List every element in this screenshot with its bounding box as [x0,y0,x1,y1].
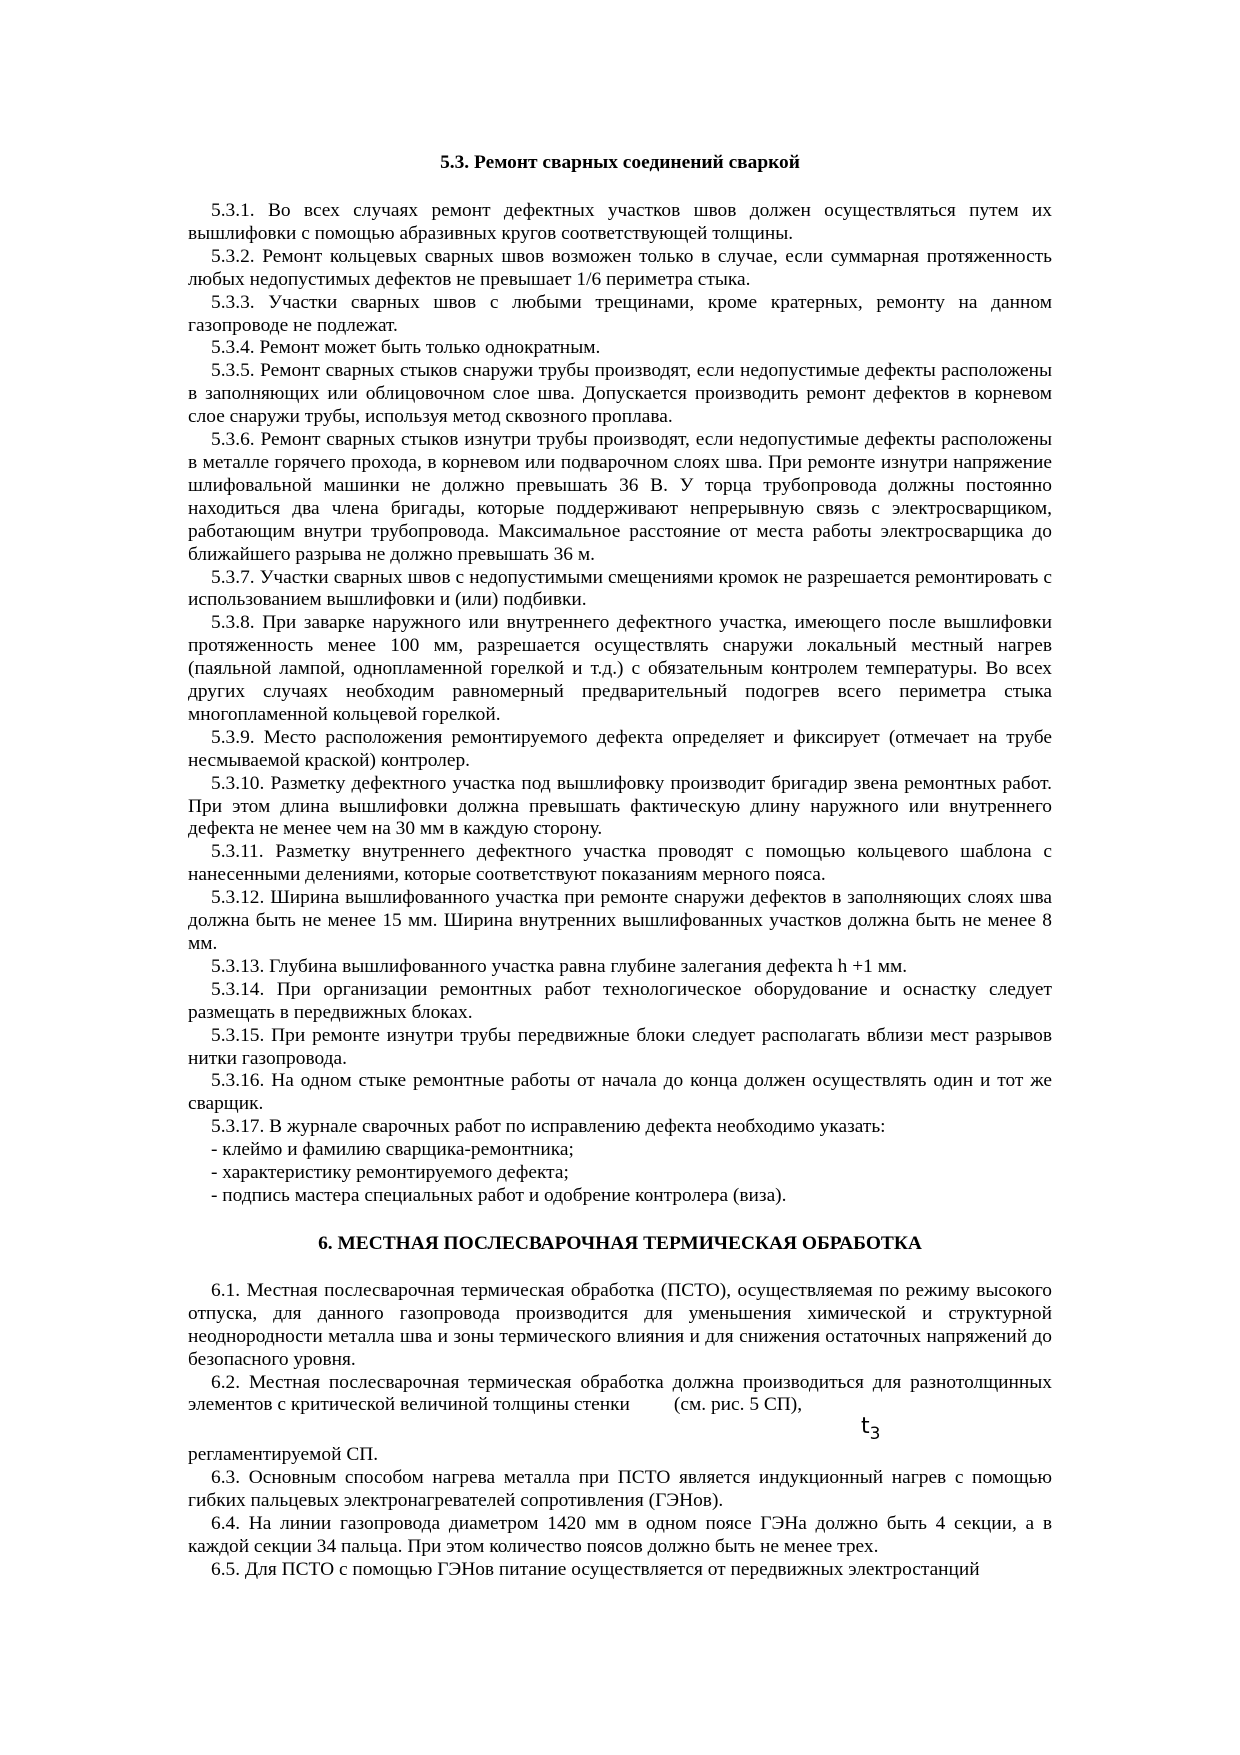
paragraph-6-2-text: 6.2. Местная послесварочная термическая обработка должна производиться для разнотолщинных элементов с критической величиной толщины стенки [188,1371,1052,1416]
paragraph-5-3-10: 5.3.10. Разметку дефектного участка под вышлифовку производит бригадир звена ремонтных работ. При этом длина вышлифовки должна превышать фактическую длину наружного или внутреннего дефекта не менее чем на 30 мм в каждую сторону. [188,772,1052,840]
paragraph-6-2-end: регламентируемой СП. [188,1444,379,1466]
paragraph-5-3-15: 5.3.15. При ремонте изнутри трубы передвижные блоки следует располагать вблизи мест разрывов нитки газопровода. [188,1024,1052,1069]
list-item: - характеристику ремонтируемого дефекта; [211,1162,569,1184]
paragraph-5-3-2: 5.3.2. Ремонт кольцевых сварных швов возможен только в случае, если суммарная протяженность любых недопустимых дефектов не превышает 1/6 периметра стыка. [188,245,1052,290]
formula-base: t [861,1414,870,1440]
section-5-3-body [188,200,1052,1208]
paragraph-5-3-16: 5.3.16. На одном стыке ремонтные работы от начала до конца должен осуществлять один и тот же сварщик. [188,1070,1052,1115]
paragraph-5-3-17: 5.3.17. В журнале сварочных работ по исправлению дефекта необходимо указать: [211,1116,886,1138]
paragraph-5-3-7: 5.3.7. Участки сварных швов с недопустимыми смещениями кромок не разрешается ремонтировать с использованием вышлифовки и (или) подбивки. [188,566,1052,611]
paragraph-6-5: 6.5. Для ПСТО с помощью ГЭНов питание осуществляется от передвижных электростанций [211,1558,980,1580]
paragraph-5-3-12: 5.3.12. Ширина вышлифованного участка при ремонте снаружи дефектов в заполняющих слоях шва должна быть не менее 15 мм. Ширина внутренних вышлифованных участков должна быть не менее 8 мм. [188,887,1052,954]
paragraph-5-3-11: 5.3.11. Разметку внутреннего дефектного участка проводят с помощью кольцевого шаблона с нанесенными делениями, которые соответствуют показаниям мерного пояса. [188,841,1052,886]
list-item: - клеймо и фамилию сварщика-ремонтника; [211,1139,574,1161]
paragraph-5-3-9: 5.3.9. Место расположения ремонтируемого дефекта определяет и фиксирует (отмечает на трубе несмываемой краской) контролер. [188,726,1052,771]
paragraph-5-3-5: 5.3.5. Ремонт сварных стыков снаружи трубы производят, если недопустимые дефекты расположены в заполняющих или облицовочном слое шва. Допускается производить ремонт дефектов в корневом слое снаружи трубы, используя метод сквозного проплава. [188,360,1052,428]
section-5-3-heading: 5.3. Ремонт сварных соединений сваркой [440,152,800,173]
paragraph-6-3: 6.3. Основным способом нагрева металла при ПСТО является индукционный нагрев с помощью гибких пальцевых электронагревателей сопротивления (ГЭНов). [188,1467,1052,1512]
paragraph-6-1: 6.1. Местная послесварочная термическая обработка (ПСТО), осуществляемая по режиму высокого отпуска, для данного газопровода производится для уменьшения химической и структурной неоднородности металла шва и зоны термического влияния и для снижения остаточных напряжений до безопасного уровня. [188,1279,1052,1370]
paragraph-5-3-6: 5.3.6. Ремонт сварных стыков изнутри трубы производят, если недопустимые дефекты расположены в металле горячего прохода, в корневом или подварочном слоях шва. При ремонте изнутри напряжение шлифовальной машинки не должно превышать 36 В. У торца трубопровода должны постоянно находиться два члена бригады, которые поддерживают непрерывную связь с электросварщиком, работающим внутри трубопровода. Максимальное расстояние от места работы электросварщика до ближайшего разрыва не должно превышать 36 м. [188,429,1052,565]
paragraph-5-3-1: 5.3.1. Во всех случаях ремонт дефектных участков швов должен осуществляться путем их вышлифовки с помощью абразивных кругов соответствующей толщины. [188,200,1052,244]
paragraph-5-3-3: 5.3.3. Участки сварных швов с любыми трещинами, кроме кратерных, ремонту на данном газопроводе не подлежат. [188,291,1052,336]
section-6-body [188,1280,1052,1582]
formula-subscript: 3 [869,1424,881,1445]
paragraph-6-2-ref: (см. рис. 5 СП), [673,1394,803,1416]
list-item: - подпись мастера специальных работ и одобрение контролера (виза). [211,1184,787,1206]
formula-row [188,1414,1052,1445]
paragraph-6-2 [188,1372,1052,1418]
paragraph-5-3-4: 5.3.4. Ремонт может быть только однократным. [211,337,601,359]
section-6-heading: 6. МЕСТНАЯ ПОСЛЕСВАРОЧНАЯ ТЕРМИЧЕСКАЯ ОБРАБОТКА [318,1232,922,1254]
paragraph-6-4: 6.4. На линии газопровода диаметром 1420 мм в одном поясе ГЭНа должно быть 4 секции, а в каждой секции 34 пальца. При этом количество поясов должно быть не менее трех. [188,1513,1052,1557]
paragraph-5-3-14: 5.3.14. При организации ремонтных работ технологическое оборудование и оснастку следует размещать в передвижных блоках. [188,978,1052,1023]
paragraph-5-3-8: 5.3.8. При заварке наружного или внутреннего дефектного участка, имеющего после вышлифовки протяженность менее 100 мм, разрешается осуществлять снаружи локальный местный нагрев (паяльной лампой, однопламенной горелкой и т.д.) с обязательным контролем температуры. Во всех других случаях необходим равномерный предварительный подогрев всего периметра стыка многопламенной кольцевой горелкой. [188,612,1052,725]
paragraph-5-3-13: 5.3.13. Глубина вышлифованного участка равна глубине залегания дефекта h +1 мм. [211,955,908,977]
critical-thickness-formula [861,1414,880,1447]
document-page [188,140,1052,1582]
